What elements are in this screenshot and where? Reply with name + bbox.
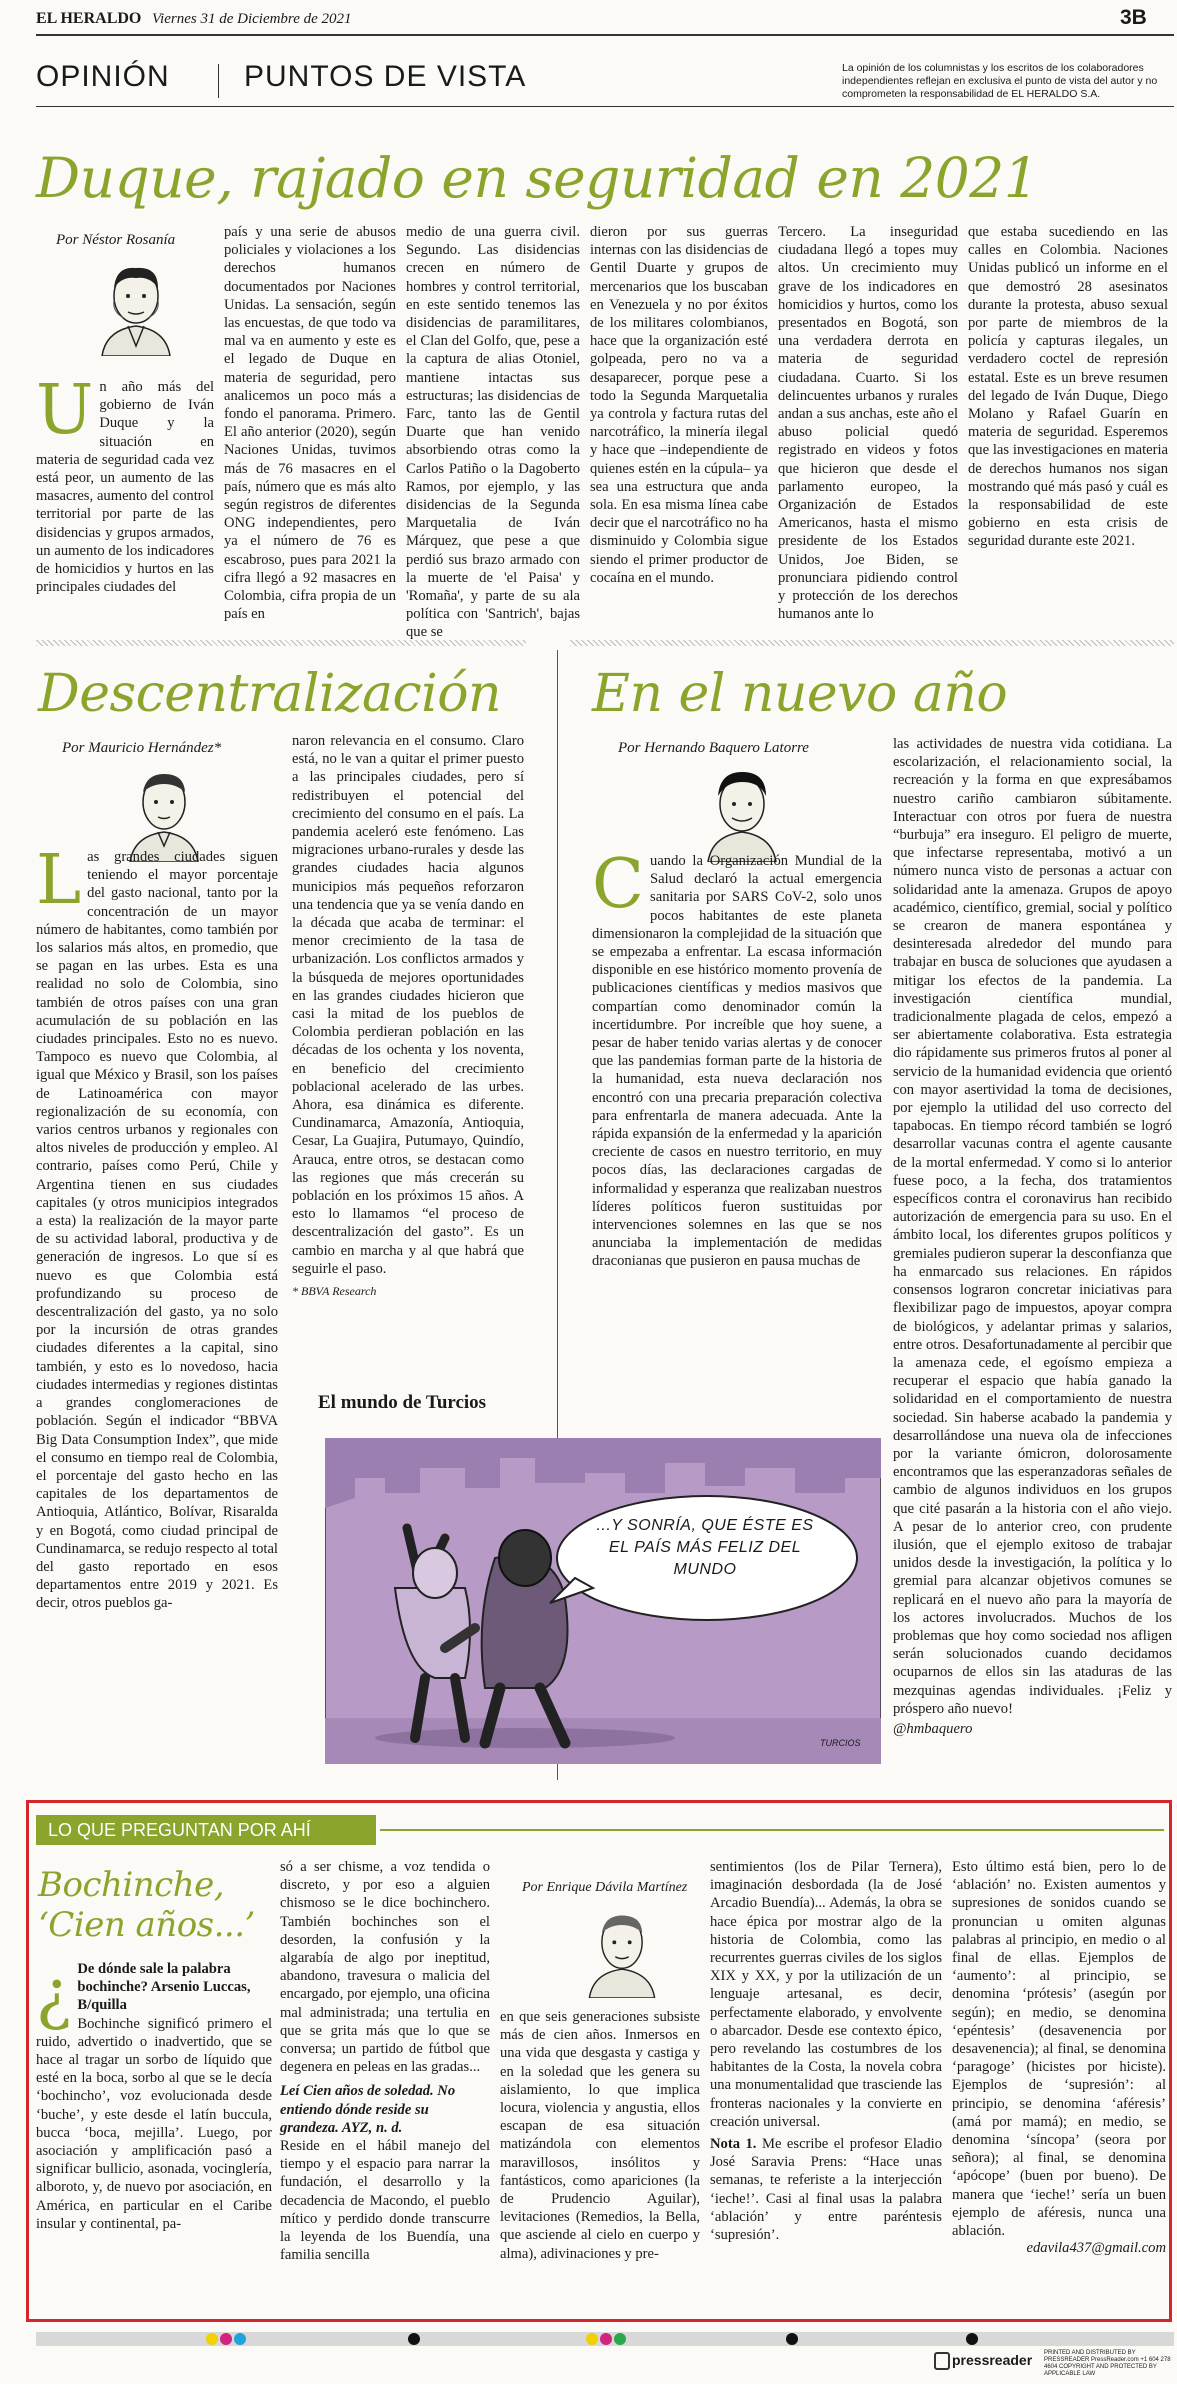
dropcap-c: C <box>592 845 645 924</box>
color-mark-black-3 <box>966 2333 978 2345</box>
color-mark-magenta-2 <box>600 2333 612 2345</box>
pressreader-credit: PRINTED AND DISTRIBUTED BY PRESSREADER PressReader.com +1 604 278 4604 COPYRIGHT AND PROTECTED BY APPLICABLE LAW <box>1044 2350 1171 2377</box>
qa-answer-1: Bochinche significó primero el ruido, advertido o inadvertido, que se hace al tragar un sorbo de líquido que esté en la boca, sorbo al que se le decía ‘bochincho’, voz evolucionada desde ‘buche’, y este desde el latín buccula, bucca ‘boca, mejilla’. Luego, por asociación y amplificación pasó a significar bullicio, asonada, vocinglería, alboroto, y, de nuevo por asociación, en América, en particular en el Caribe insular y continental, pa- <box>36 2015 272 2232</box>
qa-nota-label: Nota 1. <box>710 2136 757 2153</box>
section-divider <box>218 64 219 98</box>
disclaimer: La opinión de los columnistas y los escritos de los colaboradores independientes reflejan en exclusiva el punto de vista del autor y no comprometen la responsabilidad de EL HERALDO S.A. <box>842 62 1158 100</box>
article2-note: * BBVA Research <box>292 1284 377 1299</box>
qa-answer-2: Reside en el hábil manejo del tiempo y el espacio para narrar la fundación, el desarrollo y la decadencia de Macondo, el pueblo mítico y perdido donde transcurre la leyenda de los Buendía, una familia sencilla <box>280 2138 490 2264</box>
cartoon-speech: ...Y SONRÍA, QUE ÉSTE ES EL PAÍS MÁS FELIZ DEL MUNDO <box>596 1517 814 1578</box>
article1-text-1: n año más del gobierno de Iván Duque y la situación en materia de seguridad cada vez está peor, un aumento de las masacres, aumento del control territorial por parte de las disidencias y grupos armados, un aumento de los indicadores de homicidios y hurtos en las principales ciudades del <box>36 379 214 596</box>
article1-column-1 <box>36 371 214 596</box>
article3-text-2: las actividades de nuestra vida cotidiana. La escolarización, el relacionamiento social, la recreación y la forma en que expresábamos nuestro cariño cambiaron súbitamente. Interactuar con otros por fuera de nuestra “burbuja” era inseguro. El peligro de muerte, que infectarse representaba, motivó a un número nunca visto de personas a actuar con solidaridad ante la amenaza. Grupos de apoyo académico, científico, gremial, social y político se crearon de manera espontánea y desinteresada alrededor del mundo para trabajar en busca de soluciones que ayudasen a mitigar los efectos de la pandemia. La investigación científica mundial, tradicionalmente plagada de celos, empezó a ser abiertamente colaborativa. Esta estrategia dio rápidamente sus primeros frutos al poner al servicio de la humanidad evidencia que orientó con mayor asertividad la toma de decisiones, por ejemplo la utilidad del uso correcto del tapabocas. En tiempo récord también se logró desarrollar vacunas contra el agente causante de la mortal enfermedad. Y como si lo anterior fuese poco, a la fecha, dos tratamientos específicos contra el coronavirus han recibido autorización de emergencia para su uso. En el ámbito local, los diferentes grupos políticos y gremiales pudieron superar la desconfianza que ha enmarcado sus relaciones. En rápidos consensos lograron concretar iniciativas para flexibilizar pago de impuestos, apoyar compra de biológicos, y adelantar primas y salarios, entre otros. Desafortunadamente al percibir que la amenaza cede, el egoísmo empieza a recuperar el espacio que había ganado la solidaridad en el comportamiento de nuestra sociedad. Sin haberse acabado la pandemia y desarrollándose una nueva ola de infecciones por la variante ómicron, dolorosamente encontramos que las esperanzadoras señales de cambio de algunos individuos en los grupos que cité pasarán a la historia con el año viejo. A pesar de lo anterior creo, con prudente ilusión, que el ejemplo exitoso de trabajar unidos desde la investigación, la política y lo gremial para alcanzar objetivos comunes se replicará en el nuevo año para la mayoría de los actores involucrados. Muchos de los problemas que hoy como sociedad nos afligen serán solucionados cuando decidamos ocuparnos de ellos sin las ataduras de las mezquinas agendas individuales. ¡Feliz y próspero año nuevo! <box>893 736 1172 1717</box>
qa-nota-text: Me escribe el profesor Eladio José Saravia Prens: “Hace unas semanas, te referiste a la interjección ‘ieche!’. Casi al final usas la palabra ‘ablación’ y entre paréntesis ‘supresión’. <box>710 2136 943 2244</box>
qa-question-2: Leí Cien años de soledad. No entiendo dónde reside su grandeza. AYZ, n. d. <box>280 2083 456 2136</box>
qa-email: edavila437@gmail.com <box>1026 2240 1166 2257</box>
article2-column-1 <box>36 841 278 1613</box>
qa-answer-2-cont: sentimientos (los de Pilar Ternera), imaginación desbordada (la de José Arcadio Buendía)... Además, la obra se hace épica por mostrar algo de la historia de Colombia, como las recurrentes guerras civiles de los siglos XIX y XX, y por la utilización de un lenguaje artesanal, es decir, perfectamente elaborado, y envolvente o abarcador. Desde ese contexto épico, pero revelando las costumbres de los habitantes de la Costa, la novela cobra una monumentalidad que trasciende las fronteras nacionales y la convierte en creación universal. <box>710 1859 942 2130</box>
color-mark-black-1 <box>408 2333 420 2345</box>
cartoon-heading: El mundo de Turcios <box>318 1392 487 1413</box>
qa-title: Bochinche, ‘Cien años...’ <box>38 1865 255 1945</box>
article1-column-4: dieron por sus guerras internas con las disidencias de Gentil Duarte y grupos de mercenarios que los buscaban en Venezuela y no por éxitos de los militares colombianos, hace que la organización esté golpeada, pero no va a desaparecer, porque pese a todo la Segunda Marquetalia ya controla y factura rutas del narcotráfico, la minería ilegal y hace que –independiente de quienes estén en la cúpula– ya sea una estructura que anda sola. En esa misma línea cabe decir que el narcotráfico no ha disminuido y Colombia sigue siendo el primer productor de cocaína en el mundo. <box>590 224 768 586</box>
article3-column-2 <box>893 735 1172 1738</box>
dropcap-question: ¿ <box>36 1956 72 2033</box>
color-mark-green <box>614 2333 626 2345</box>
qa-answer-3: Esto último está bien, pero lo de ‘ablación’ no. Existen aumentos y supresiones de sonidos cuando se pronuncian u omiten algunas palabras al principio, en medio o al final de ellas. Ejemplos de ‘aumento’: al principio, se denomina ‘prótesis’ (asegún por según); en medio, se denomina ‘epéntesis’ (desavenencia por desavenencia); al final, se denomina ‘paragoge’ (hicistes por hiciste). Ejemplos de ‘supresión’: al principio, se denomina ‘aféresis’ (amá por mamá); en medio, se denomina ‘síncopa’ (seora por señora); al final, se denomina ‘apócope’ (buen por bueno). De manera que ‘ieche!’ sería un buen ejemplo de aféresis, nunca una ablación. <box>952 1859 1166 2240</box>
article1-column-3: medio de una guerra civil. Segundo. Las disidencias crecen en número de hombres y control territorial, en este sentido tenemos las disidencias de paramilitares, el Clan del Golfo, que, pese a la captura de alias Otoniel, mantiene intactas sus estructuras; las disidencias de Farc, tanto las de Gentil Duarte que han venido absorbiendo otras como la Carlos Patiño o la Dagoberto Ramos, por ejemplo, y las disidencias de la Segunda Marquetalia de Iván Márquez, que pese a que perdió sus brazo armado con la muerte de 'el Paisa' y 'Romaña', y parte de su ala política con 'Santrich', bajas que se <box>406 224 580 641</box>
color-mark-yellow-2 <box>586 2333 598 2345</box>
qa-banner: LO QUE PREGUNTAN POR AHÍ <box>36 1815 376 1845</box>
color-mark-yellow <box>206 2333 218 2345</box>
cartoon-signature: TURCIOS <box>820 1738 861 1748</box>
page-number: 3B <box>1120 6 1147 29</box>
article3-handle: @hmbaquero <box>893 1720 973 1737</box>
article1-column-5: Tercero. La inseguridad ciudadana llegó a topes muy altos. Un crecimiento muy grave de los indicadores en homicidios y hurtos, como los presentados en Bogotá, son una verdadera derrota en materia de seguridad ciudadana. Cuarto. Si los delincuentes urbanos y rurales andan a sus anchas, este año el abuso policial quedó registrado en videos y fotos que hicieron que desde el parlamento europeo, la Organización de Estados Americanos, hasta el mismo presidente de los Estados Unidos, Joe Biden, se pronunciara pidiendo control y protección de los derechos humanos ante lo <box>778 224 958 623</box>
issue-date: Viernes 31 de Diciembre de 2021 <box>152 11 352 27</box>
hatch-divider-left <box>36 640 526 646</box>
article2-text-1: as grandes ciudades siguen teniendo el mayor porcentaje del gasto nacional, tanto por la concentración de un mayor número de habitantes, como también por los salarios más altos, en promedio, que se pagan en las urbes. Esta es una realidad no solo de Colombia, sino también de otros países con una gran acumulación de su población en las ciudades principales. Esto no es nuevo. Tampoco es nuevo que Colombia, al igual que México y Brasil, son los países de Latinoamérica con mayor regionalización de su economía, con varios centros urbanos y regionales con altos niveles de producción y empleo. Al contrario, países como Perú, Chile y Argentina tienen en sus ciudades capitales (y otros municipios integrados a esta) la realización de la mayor parte de su actividad laboral, productiva y de generación de ingresos. Lo que sí es nuevo es que Colombia está profundizando su proceso de descentralización del gasto, ya no solo por la incursión de otras grandes ciudades diferentes a la capital, sino también, y esto es lo novedoso, hacia ciudades intermedias y regiones distintas a grandes conglomeraciones de población. Según el indicador “BBVA Big Data Consumption Index”, que mide el consumo en tiempo real de Colombia, el porcentaje del gasto hecho en las capitales de los departamentos de Antioquia, Atlántico, Bolívar, Risaralda y en Bogotá, como ciudad principal de Cundinamarca, se redujo respecto al total del gasto reportado en esos departamentos entre 2019 y 2021. Es decir, otros pueblos ga- <box>36 849 278 1612</box>
section-puntos-de-vista: PUNTOS DE VISTA <box>244 60 527 93</box>
article3-column-1 <box>592 845 882 1271</box>
color-mark-black-2 <box>786 2333 798 2345</box>
qa-banner-line <box>380 1829 1164 1831</box>
qa-column-3: en que seis generaciones subsiste más de cien años. Inmersos en una vida que desgasta y castiga y en la soledad que les genera su aislamiento, lo que implica locura, violencia y angustia, ellos escapan de esa situación matizándola con elementos maravillosos, insólitos y fantásticos, como apariciones (la de Prudencio Aguilar), levitaciones (Remedios, la Bella, que asciende al cielo en cuerpo y alma), adivinaciones y pre- <box>500 2009 700 2262</box>
section-rule <box>36 106 1174 107</box>
qa-question-1: De dónde sale la palabra bochinche? Arsenio Luccas, B/quilla <box>77 1961 251 2014</box>
article1-column-2: país y una serie de abusos policiales y violaciones a los derechos humanos documentados por Naciones Unidas. La sensación, según las encuestas, de que todo va mal va en aumento y este es el legado de Duque en materia de seguridad, pero analicemos un poco más a fondo el panorama. Primero. El año anterior (2020), según Naciones Unidas, tuvimos más de 76 masacres en el país, número que es más alto según registros de diferentes ONG independientes, pero ya el número de 76 es escabroso, pues para 2021 la cifra llegó a 92 masacres en Colombia, cifra propia de un país en <box>224 224 396 623</box>
pressreader-icon <box>934 2352 950 2370</box>
article3-title: En el nuevo año <box>592 664 1008 724</box>
article3-byline: Por Hernando Baquero Latorre <box>618 740 809 756</box>
qa-column-5 <box>952 1858 1166 2257</box>
article3-text-1: uando la Organización Mundial de la Salud declaró la actual emergencia sanitaria por SARS CoV-2, solo unos pocos habitantes de este planeta dimensionaron la complejidad de la situación que se empezaba a enfrentar. La escasa información disponible en ese histórico momento provenía de publicaciones científicas y medios masivos que compartían como denominador común la incertidumbre. Por increíble que hoy suene, a pesar de haber tenido varias alertas y de conocer que las pandemias forman parte de la historia de la humanidad, esta nueva declaración nos encontró con una precaria preparación colectiva para enfrentarla de manera adecuada. Ante la rápida expansión de la enfermedad y la aparición creciente de casos en nuestro territorio, en muy pocos días, las declaraciones cargadas de informalidad y esperanza que realizaban nuestros líderes políticos fueron sustituidas por intervenciones solemnes en las que se nos anunciaba la implementación de medidas draconianas que pusieron en pausa muchas de <box>592 853 882 1270</box>
hatch-divider-right <box>570 640 1174 646</box>
section-opinion: OPINIÓN <box>36 60 170 93</box>
author-portrait-enrique <box>572 1902 672 1998</box>
qa-column-2 <box>280 1858 490 2264</box>
article2-text-2: naron relevancia en el consumo. Claro está, no le van a quitar el primer puesto a las principales ciudades, pero sí redistribuyen el potencial del crecimiento del consumo en el país. La pandemia aceleró este fenómeno. Las migraciones urbano-rurales y desde las grandes ciudades hacia algunos municipios más pequeños reforzaron una tendencia que ya se venía dando en la década que acaba de terminar: el menor crecimiento de la tasa de urbanización. Los conflictos armados y la búsqueda de mejores oportunidades en las grandes ciudades hicieron que casi la mitad de los pueblos de Colombia perdieran población en las décadas de los ochenta y los noventa, en beneficio del crecimiento poblacional acelerado de las urbes. Ahora, esa dinámica es diferente. Cundinamarca, Amazonía, Antioquia, Cesar, La Guajira, Putumayo, Quindío, Arauca, entre otros, se destacan como las regiones que más crecerán su población en los próximos 15 años. A esto lo llamamos “el proceso de descentralización del gasto”. Es un cambio en marcha y al que habrá que seguirle el paso. <box>292 733 524 1277</box>
color-mark-cyan <box>234 2333 246 2345</box>
qa-answer-1-cont: só a ser chisme, a voz tendida o discreto, y por eso a alguien chismoso se le dice bochinchero. También bochinches son el desorden, la confusión y la algarabía de algo por ineptitud, abandono, travesura o malicia del encargado, por ejemplo, una oficina mal administrada; una tertulia en que se grita más que lo que se conversa; un partido de fútbol que degenera en peleas en las gradas... <box>280 1859 490 2076</box>
author-portrait-mauricio <box>112 762 216 862</box>
top-rule <box>36 34 1174 36</box>
qa-nota <box>710 2135 942 2244</box>
article2-byline: Por Mauricio Hernández* <box>62 740 222 756</box>
article1-column-6: que estaba sucediendo en las calles en Colombia. Naciones Unidas publicó un informe en el que demostró 28 asesinatos durante la protesta, abuso sexual por parte de miembros de la policía y capturas ilegales, un verdadero coctel de represión estatal. Este es un breve resumen del legado de Iván Duque, Diego Molano y Rafael Guarín en materia de seguridad. Esperemos que las investigaciones en materia de derechos humanos nos sigan mostrando qué más pasó y cuál es la responsabilidad de este gobierno en esta crisis de seguridad durante este 2021. <box>968 224 1168 550</box>
qa-byline: Por Enrique Dávila Martínez <box>522 1880 688 1895</box>
color-mark-magenta <box>220 2333 232 2345</box>
qa-column-1 <box>36 1956 272 2233</box>
article1-title: Duque, rajado en seguridad en 2021 <box>36 146 1039 210</box>
article2-column-2 <box>292 732 524 1300</box>
author-portrait-nestor <box>84 256 188 356</box>
article2-title: Descentralización <box>38 664 502 724</box>
cartoon-image <box>325 1438 881 1764</box>
paper-name: EL HERALDO <box>36 10 142 27</box>
article1-byline: Por Néstor Rosanía <box>56 232 176 248</box>
qa-column-4 <box>710 1858 942 2244</box>
author-portrait-hernando <box>690 762 794 862</box>
dropcap-l: L <box>36 841 82 920</box>
dropcap-u: U <box>36 371 94 450</box>
pressreader-logo: pressreader <box>952 2352 1033 2368</box>
